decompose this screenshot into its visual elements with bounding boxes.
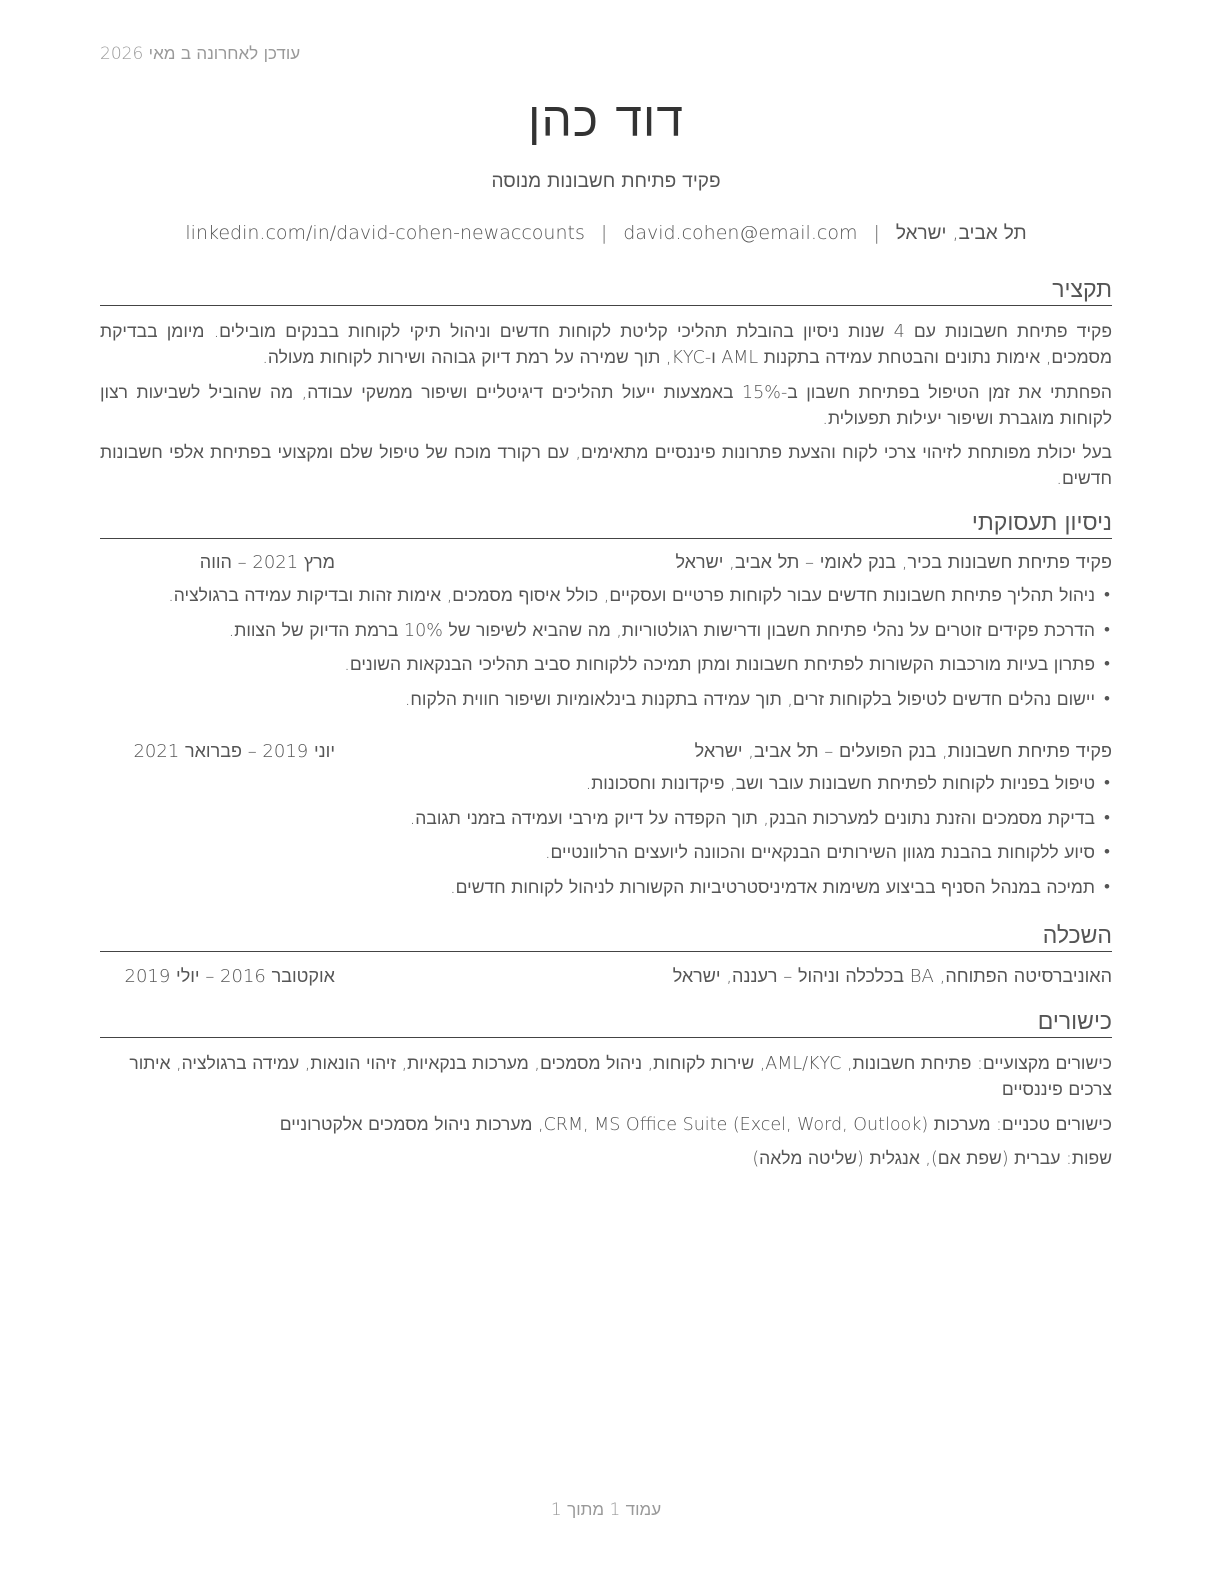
bullet-text: טיפול בפניות לקוחות לפתיחת חשבונות עובר ושב, פיקדונות וחסכונות. xyxy=(585,774,1095,794)
candidate-title: פקיד פתיחת חשבונות מנוסה xyxy=(491,170,721,192)
last-updated: עודכן לאחרונה ב מאי 2026 xyxy=(100,44,301,64)
bullet-icon: • xyxy=(1104,689,1110,709)
contact-line xyxy=(100,222,1112,245)
resume-page xyxy=(100,0,1112,1584)
bullet-text: בדיקת מסמכים והזנת נתונים למערכות הבנק, תוך הקפדה על דיוק מירבי ועמידה בזמני תגובה. xyxy=(409,809,1095,829)
job-header xyxy=(100,741,1112,767)
education-heading: השכלה xyxy=(100,922,1112,952)
job-header xyxy=(100,552,1112,578)
bullet-text: הדרכת פקידים זוטרים על נהלי פתיחת חשבון ודרישות רגולטוריות, מה שהביא לשיפור של 10% ברמת הדיוק של הצוות. xyxy=(228,621,1095,641)
job-dates: מרץ 2021 – הווה xyxy=(199,552,335,573)
bullet-text: תמיכה במנהל הסניף בביצוע משימות אדמיניסטרטיביות הקשורות לניהול לקוחות חדשים. xyxy=(450,878,1095,898)
bullet-text: ניהול תהליך פתיחת חשבונות חדשים עבור לקוחות פרטיים ועסקיים, כולל איסוף מסמכים, אימות זהות ובדיקות עמידה ברגולציה. xyxy=(168,586,1095,606)
job-dates: יוני 2019 – פברואר 2021 xyxy=(133,741,335,762)
job-bullet xyxy=(100,654,1112,675)
contact-separator: | xyxy=(873,222,880,244)
skills-line: שפות: עברית (שפת אם), אנגלית (שליטה מלאה) xyxy=(752,1149,1112,1169)
summary-paragraph: בעל יכולת מפותחת לזיהוי צרכי לקוח והצעת פתרונות פיננסיים מתאימים, עם רקורד מוכח של טיפול שלם ומקצועי בפתיחת אלפי חשבונות חדשים. xyxy=(100,443,1112,489)
contact-linkedin[interactable]: linkedin.com/in/david-cohen-newaccounts xyxy=(185,222,585,244)
skills-heading: כישורים xyxy=(100,1008,1112,1038)
bullet-icon: • xyxy=(1104,773,1110,793)
bullet-icon: • xyxy=(1104,808,1110,828)
bullet-text: סיוע ללקוחות בהבנת מגוון השירותים הבנקאיים והכוונה ליועצים הרלוונטיים. xyxy=(544,843,1095,863)
skills-line: כישורים מקצועיים: פתיחת חשבונות, AML/KYC, שירות לקוחות, ניהול מסמכים, מערכות בנקאיות, זיהוי הונאות, עמידה ברגולציה, איתור צרכים פיננסיים xyxy=(129,1054,1112,1100)
job-bullet xyxy=(100,689,1112,710)
summary-paragraph: הפחתתי את זמן הטיפול בפתיחת חשבון ב-15% באמצעות ייעול תהליכים דיגיטליים ושיפור ממשקי עבודה, מה שהוביל לשביעות רצון לקוחות מוגברת ושיפור יעילות תפעולית. xyxy=(100,383,1113,429)
bullet-icon: • xyxy=(1104,877,1110,897)
contact-separator: | xyxy=(600,222,608,244)
summary-paragraph: פקיד פתיחת חשבונות עם 4 שנות ניסיון בהובלת תהליכי קליטת לקוחות חדשים וניהול תיקי לקוחות בבנקים מובילים. מיומן בבדיקת מסמכים, אימות נתונים והבטחת עמידה בתקנות AML ו-KYC, תוך שמירה על רמת דיוק גבוהה ושירות לקוחות מעולה. xyxy=(100,322,1112,368)
contact-email[interactable]: david.cohen@email.com xyxy=(623,222,858,244)
contact-location: תל אביב, ישראל xyxy=(895,222,1027,244)
bullet-icon: • xyxy=(1104,620,1110,640)
job-bullet xyxy=(100,585,1112,606)
education-entry xyxy=(100,966,1112,992)
job-bullet xyxy=(100,620,1112,641)
candidate-name: דוד כהן xyxy=(527,92,684,148)
job-bullet xyxy=(100,773,1112,794)
bullet-text: פתרון בעיות מורכבות הקשורות לפתיחת חשבונות ומתן תמיכה ללקוחות סביב תהליכי הבנקאות השונים. xyxy=(344,655,1095,675)
bullet-text: יישום נהלים חדשים לטיפול בלקוחות זרים, תוך עמידה בתקנות בינלאומיות ושיפור חווית הלקוח. xyxy=(404,690,1095,710)
job-bullet xyxy=(100,842,1112,863)
education-institution: האוניברסיטה הפתוחה, BA בכלכלה וניהול – רעננה, ישראל xyxy=(672,966,1112,987)
job-bullet xyxy=(100,877,1112,898)
skills-line: כישורים טכניים: מערכות CRM, MS Office Suite (Excel, Word, Outlook), מערכות ניהול מסמכים אלקטרוניים xyxy=(279,1115,1112,1135)
bullet-icon: • xyxy=(1104,654,1110,674)
bullet-icon: • xyxy=(1104,585,1110,605)
bullet-icon: • xyxy=(1104,842,1110,862)
job-role: פקיד פתיחת חשבונות בכיר, בנק לאומי – תל אביב, ישראל xyxy=(675,552,1112,573)
job-bullet xyxy=(100,808,1112,829)
summary-heading: תקציר xyxy=(100,276,1112,306)
page-number: עמוד 1 מתוך 1 xyxy=(550,1500,662,1520)
job-role: פקיד פתיחת חשבונות, בנק הפועלים – תל אביב, ישראל xyxy=(694,741,1112,762)
experience-heading: ניסיון תעסוקתי xyxy=(100,509,1112,539)
education-dates: אוקטובר 2016 – יולי 2019 xyxy=(124,966,335,987)
